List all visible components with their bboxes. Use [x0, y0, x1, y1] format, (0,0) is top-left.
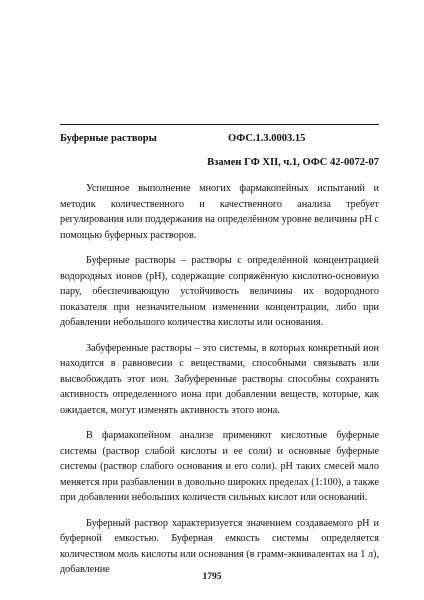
paragraph: В фармакопейном анализе применяют кислотные буферные системы (раствор слабой кислоты и ее соли) и основные буферные системы (раствор слабого основания и его соли). pH таких смесей мало меняется при разбавлении в довольно широких пределах (1:100), а также при добавлении небольших количеств сильных кислот или оснований.: [60, 430, 379, 503]
header-rule: [60, 124, 379, 125]
replaces-note: Взамен ГФ XII, ч.1, ОФС 42-0072-07: [207, 157, 379, 168]
article-title: Буферные растворы: [60, 133, 157, 144]
article-code: ОФС.1.3.0003.15: [228, 133, 306, 144]
body-text: [60, 181, 379, 588]
page-number: 1795: [202, 572, 222, 582]
paragraph: Забуференные растворы – это системы, в которых конкретный ион находится в равновесии с веществами, способными связывать или высвобождать этот ион. Забуференные растворы способны сохранять активность определенного иона при добавлении веществ, которые, как ожидается, могут изменять активность этого иона.: [60, 342, 379, 416]
paragraph: Успешное выполнение многих фармакопейных испытаний и методик количественного и качественного анализа требует регулирования или поддержания на определённом уровне величины pH с помощью буферных растворов.: [60, 183, 379, 241]
paragraph: Буферные растворы – растворы с определённой концентрацией водородных ионов (pH), содержащие сопряжённую кислотно-основную пару, обеспечивающую устойчивость величины их водородного показателя при незначительном изменении концентрации, либо при добавлении небольшого количества кислоты или основания.: [60, 255, 379, 328]
paragraph: Буферный раствор характеризуется значением создаваемого pH и буферной емкостью. Буферная емкость системы определяется количеством моль кислоты или основания (в грамм-эквивалентах на 1 л), добавление: [60, 517, 379, 575]
